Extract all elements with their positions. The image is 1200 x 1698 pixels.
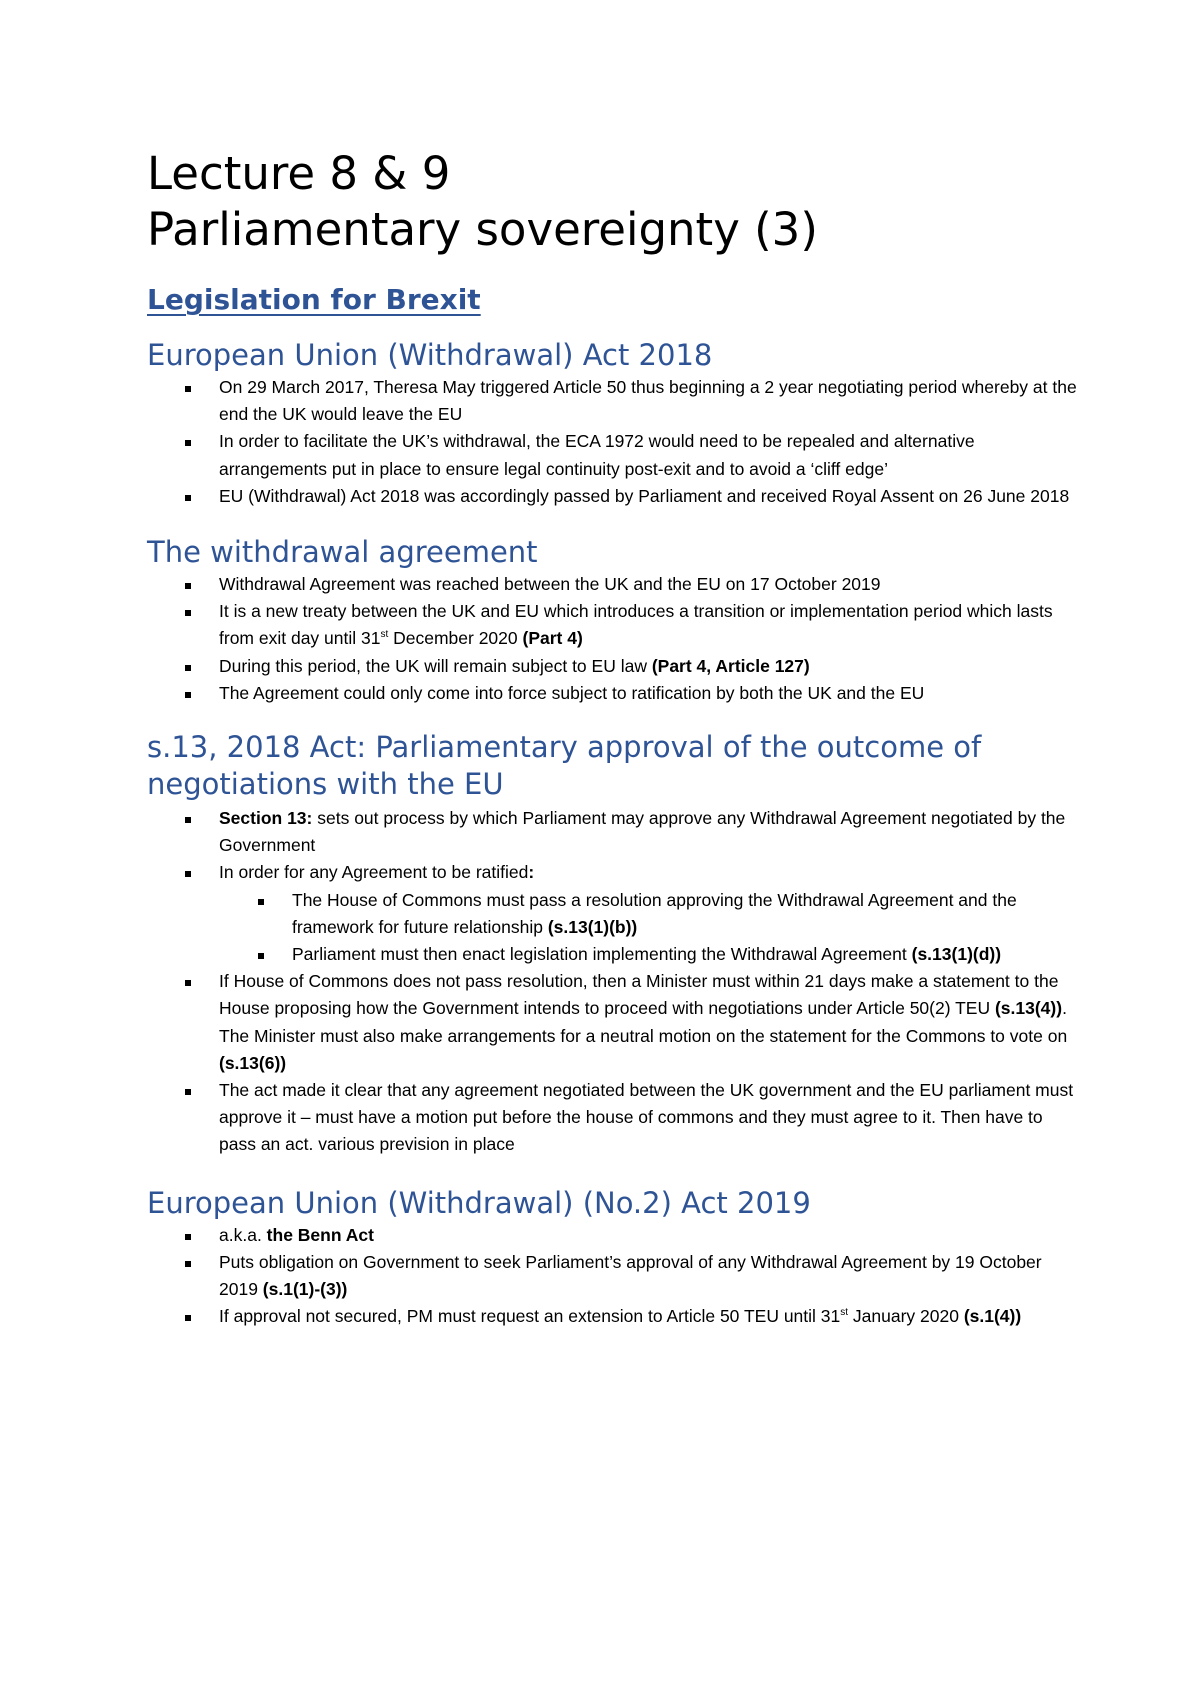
section-1-list	[147, 374, 1077, 510]
bullet-icon	[258, 899, 264, 905]
title-line-1: Lecture 8 & 9	[147, 147, 451, 200]
sub-list-item: Parliament must then enact legislation implementing the Withdrawal Agreement (s.13(1)(d))	[147, 941, 1077, 968]
list-item: If approval not secured, PM must request an extension to Article 50 TEU until 31st January 2020 (s.1(4))	[147, 1303, 1077, 1330]
bullet-icon	[185, 692, 191, 698]
section-2-list	[147, 571, 1077, 707]
title-line-2: Parliamentary sovereignty (3)	[147, 203, 818, 256]
bullet-icon	[185, 495, 191, 501]
document-title	[147, 146, 1077, 258]
section-heading-withdrawal-agreement: The withdrawal agreement	[147, 535, 538, 570]
bullet-icon	[185, 817, 191, 823]
bullet-icon	[185, 583, 191, 589]
list-item: It is a new treaty between the UK and EU which introduces a transition or implementation period which lasts from exit day until 31st December 2020 (Part 4)	[147, 598, 1077, 652]
list-item: Section 13: sets out process by which Parliament may approve any Withdrawal Agreement negotiated by the Government	[147, 805, 1077, 859]
list-item: If House of Commons does not pass resolution, then a Minister must within 21 days make a statement to the House proposing how the Government intends to proceed with negotiations under Article 50(2) TEU (s.13(4)). The Minister must also make arrangements for a neutral motion on the statement for the Commons to vote on (s.13(6))	[147, 968, 1077, 1077]
section-heading-s13-approval: s.13, 2018 Act: Parliamentary approval of the outcome of negotiations with the EU	[147, 730, 982, 802]
bullet-icon	[185, 1261, 191, 1267]
bullet-icon	[185, 665, 191, 671]
list-item: On 29 March 2017, Theresa May triggered Article 50 thus beginning a 2 year negotiating period whereby at the end the UK would leave the EU	[147, 374, 1077, 428]
list-item: EU (Withdrawal) Act 2018 was accordingly passed by Parliament and received Royal Assent on 26 June 2018	[147, 483, 1077, 510]
heading-legislation-for-brexit: Legislation for Brexit	[147, 283, 481, 316]
list-item: The act made it clear that any agreement negotiated between the UK government and the EU parliament must approve it – must have a motion put before the house of commons and they must agree to it. Then have to pass an act. various prevision in place	[147, 1077, 1077, 1159]
list-item: The Agreement could only come into force subject to ratification by both the UK and the EU	[147, 680, 1077, 707]
bullet-icon	[185, 386, 191, 392]
bullet-icon	[185, 980, 191, 986]
bullet-icon	[185, 1234, 191, 1240]
bullet-icon	[185, 871, 191, 877]
section-4-list	[147, 1222, 1077, 1331]
sub-list-item: The House of Commons must pass a resolution approving the Withdrawal Agreement and the framework for future relationship (s.13(1)(b))	[147, 887, 1077, 941]
bullet-icon	[185, 610, 191, 616]
list-item: During this period, the UK will remain subject to EU law (Part 4, Article 127)	[147, 653, 1077, 680]
bullet-icon	[185, 1315, 191, 1321]
document-content	[147, 146, 1077, 1330]
list-item: In order for any Agreement to be ratified:	[147, 859, 1077, 886]
list-item: Puts obligation on Government to seek Parliament’s approval of any Withdrawal Agreement by 19 October 2019 (s.1(1)-(3))	[147, 1249, 1077, 1303]
list-item: In order to facilitate the UK’s withdrawal, the ECA 1972 would need to be repealed and alternative arrangements put in place to ensure legal continuity post-exit and to avoid a ‘cliff edge’	[147, 428, 1077, 482]
section-3-list	[147, 805, 1077, 1159]
bullet-icon	[185, 1089, 191, 1095]
section-heading-eu-withdrawal-no2-act-2019: European Union (Withdrawal) (No.2) Act 2019	[147, 1185, 811, 1220]
section-heading-eu-withdrawal-act-2018: European Union (Withdrawal) Act 2018	[147, 338, 713, 372]
bullet-icon	[185, 440, 191, 446]
bullet-icon	[258, 953, 264, 959]
list-item: a.k.a. the Benn Act	[147, 1222, 1077, 1249]
list-item: Withdrawal Agreement was reached between the UK and the EU on 17 October 2019	[147, 571, 1077, 598]
